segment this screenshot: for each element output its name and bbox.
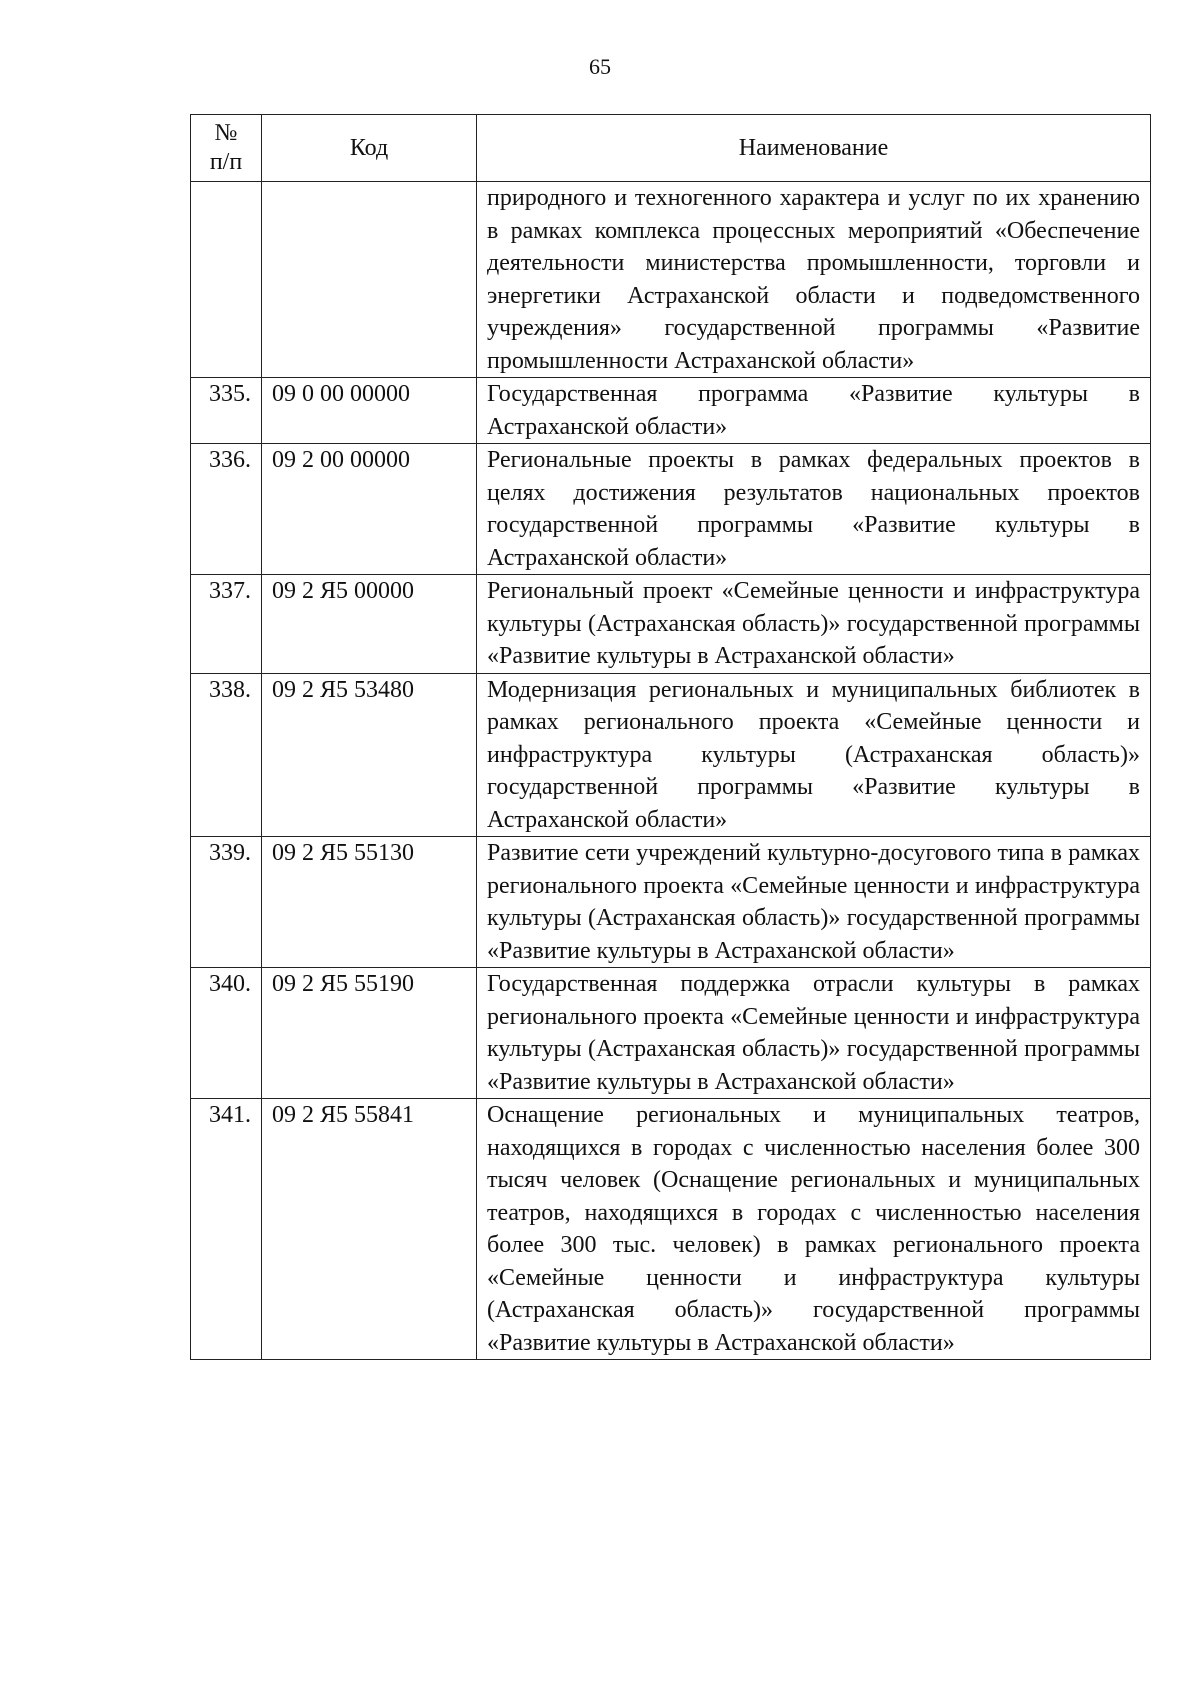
budget-code-table (190, 114, 1151, 1360)
table-row (191, 673, 1151, 837)
row-code: 09 2 Я5 00000 (262, 575, 477, 674)
row-name: Региональный проект «Семейные ценности и инфраструктура культуры (Астраханская область)» государственной программы «Развитие культуры в Астраханской области» (477, 575, 1151, 674)
header-number (191, 115, 262, 182)
row-number: 341. (191, 1099, 262, 1360)
table-row (191, 575, 1151, 674)
header-number-symbol: № (214, 120, 238, 146)
row-number: 338. (191, 673, 262, 837)
row-name: Региональные проекты в рамках федеральных проектов в целях достижения результатов национальных проектов государственной программы «Развитие культуры в Астраханской области» (477, 444, 1151, 575)
row-number: 337. (191, 575, 262, 674)
row-name: Развитие сети учреждений культурно-досугового типа в рамках регионального проекта «Семейные ценности и инфраструктура культуры (Астраханская область)» государственной программы «Развитие культуры в Астраханской области» (477, 837, 1151, 968)
header-name: Наименование (477, 115, 1151, 182)
row-code: 09 2 Я5 55130 (262, 837, 477, 968)
row-name: Государственная поддержка отрасли культуры в рамках регионального проекта «Семейные ценности и инфраструктура культуры (Астраханская область)» государственной программы «Развитие культуры в Астраханской области» (477, 968, 1151, 1099)
row-number: 335. (191, 378, 262, 444)
header-code: Код (262, 115, 477, 182)
row-name: Оснащение региональных и муниципальных театров, находящихся в городах с численностью населения более 300 тысяч человек (Оснащение региональных и муниципальных театров, находящихся в городах с численностью населения более 300 тыс. человек) в рамках регионального проекта «Семейные ценности и инфраструктура культуры (Астраханская область)» государственной программы «Развитие культуры в Астраханской области» (477, 1099, 1151, 1360)
row-code: 09 2 Я5 55841 (262, 1099, 477, 1360)
row-name: природного и техногенного характера и услуг по их хранению в рамках комплекса процессных мероприятий «Обеспечение деятельности министерства промышленности, торговли и энергетики Астраханской области и подведомственного учреждения» государственной программы «Развитие промышленности Астраханской области» (477, 182, 1151, 378)
row-code: 09 2 Я5 53480 (262, 673, 477, 837)
row-code: 09 2 00 00000 (262, 444, 477, 575)
row-number: 336. (191, 444, 262, 575)
table-row (191, 968, 1151, 1099)
table-header-row (191, 115, 1151, 182)
row-number: 340. (191, 968, 262, 1099)
row-code: 09 0 00 00000 (262, 378, 477, 444)
page-number: 65 (589, 54, 611, 79)
table-row (191, 1099, 1151, 1360)
row-code (262, 182, 477, 378)
table-row (191, 444, 1151, 575)
row-name: Государственная программа «Развитие культуры в Астраханской области» (477, 378, 1151, 444)
header-number-abbrev: п/п (209, 149, 243, 175)
table-row (191, 378, 1151, 444)
table-row (191, 837, 1151, 968)
row-number (191, 182, 262, 378)
table-row (191, 182, 1151, 378)
row-number: 339. (191, 837, 262, 968)
row-name: Модернизация региональных и муниципальных библиотек в рамках регионального проекта «Семейные ценности и инфраструктура культуры (Астраханская область)» государственной программы «Развитие культуры в Астраханской области» (477, 673, 1151, 837)
row-code: 09 2 Я5 55190 (262, 968, 477, 1099)
